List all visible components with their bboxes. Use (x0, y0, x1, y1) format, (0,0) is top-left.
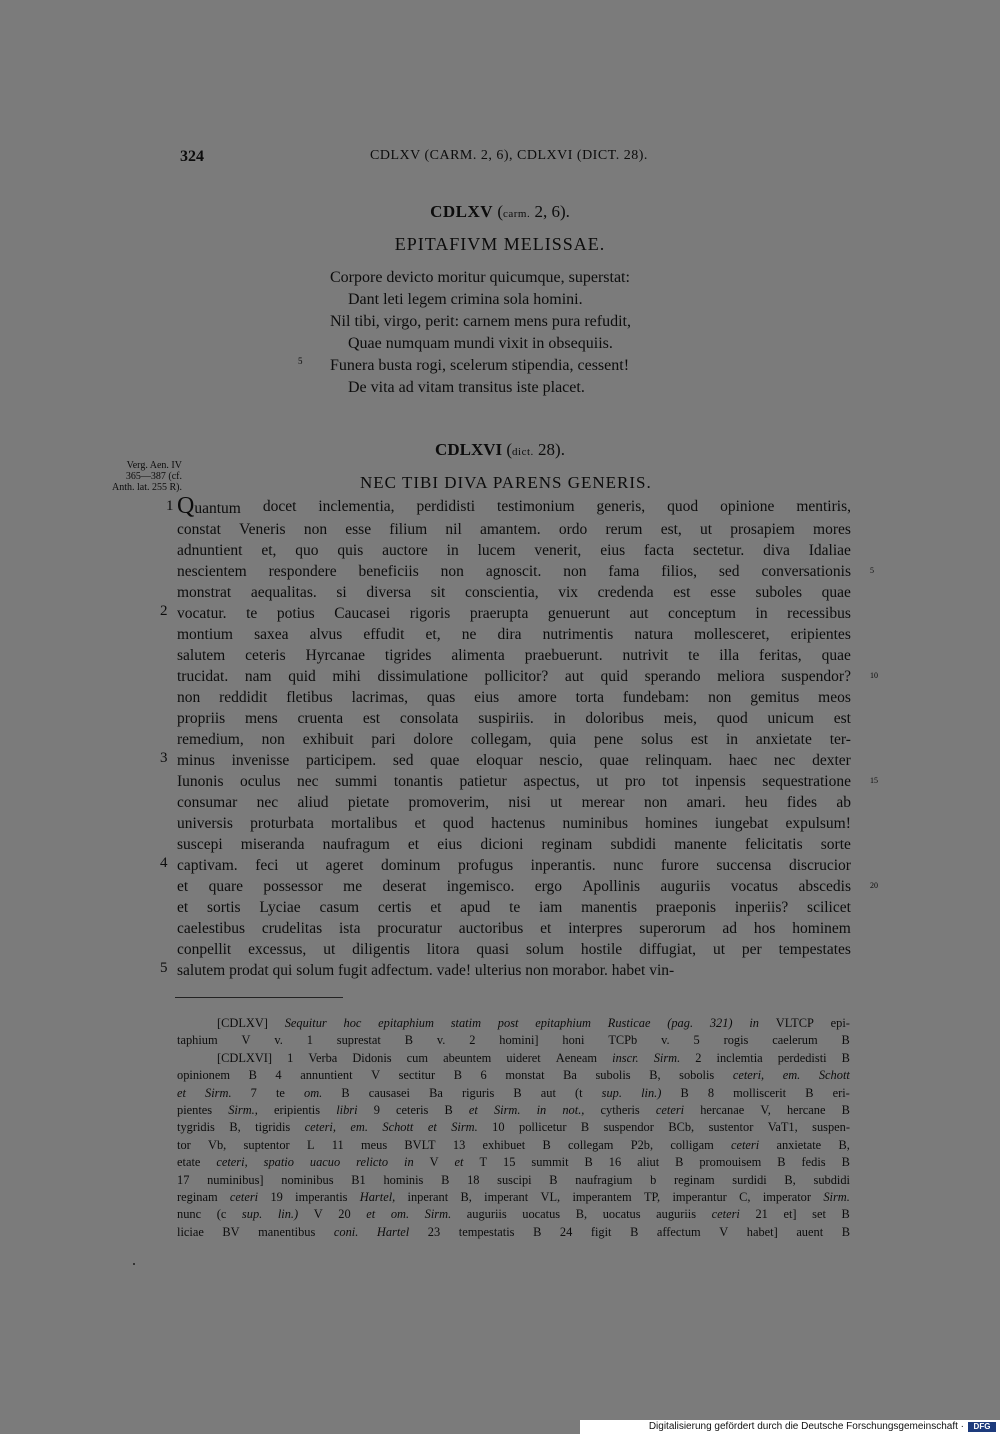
note-line: opinionem B 4 annuntient V sectitur B 6 monstat Ba subolis B, sobolis ceteri, em. Schott (177, 1068, 850, 1083)
prose-line: adnuntient et, quo quis auctore in lucem venerit, eius facta sectetur. diva Idaliae (177, 542, 851, 559)
prose-line: remedium, non exhibuit pari dolore collegam, quia pene solus est in anxietate ter- (177, 731, 851, 748)
paragraph-number: 3 (160, 750, 168, 766)
prose-heading: CDLXVI (dict. 28). (435, 440, 565, 459)
line-number: 15 (870, 776, 878, 785)
poem-title: EPITAFIVM MELISSAE. (394, 234, 606, 254)
note-line: 17 numinibus] nominibus B1 hominis B 18 suscipi B naufragium b reginam surdidi B, subdidi (177, 1172, 850, 1187)
funding-footer (580, 1420, 1000, 1434)
paragraph-number: 2 (160, 603, 168, 619)
speck (133, 1263, 135, 1265)
note-line: tor Vb, suptentor L 11 meus BVLT 13 exhibuet B collegam P2b, colligam ceteri anxietate B, (177, 1137, 850, 1152)
prose-body (177, 493, 851, 981)
prose-title: NEC TIBI DIVA PARENS GENERIS. (360, 473, 652, 492)
running-title: CDLXV (CARM. 2, 6), CDLXVI (DICT. 28). (370, 148, 648, 163)
note-line: [CDLXV] Sequitur hoc epitaphium statim post epitaphium Rusticae (pag. 321) in VLTCP epi- (217, 1016, 850, 1030)
prose-line: consumar nec aliud pietate promoverim, nisi ut merear non amari. heu fides ab (177, 794, 851, 811)
prose-line: non reddidit fletibus lacrimas, quas eius amore torta fundebam: non gemitus meos (177, 689, 851, 706)
poem-heading: CDLXV (carm. 2, 6). (430, 202, 570, 221)
note-line: nunc (c sup. lin.) V 20 et om. Sirm. auguriis uocatus B, uocatus auguriis ceteri 21 et] set B (177, 1207, 850, 1222)
side-note: Verg. Aen. IV 365—387 (cf. Anth. lat. 255 R). (112, 460, 182, 493)
drop-cap: Q (177, 493, 195, 519)
note-line: taphium V v. 1 suprestat B v. 2 homini] honi TCPb v. 5 rogis caelerum B (177, 1033, 850, 1048)
prose-line: salutem ceteris Hyrcanae tigrides alimenta praebuerunt. nutrivit te illa feritas, quae (177, 647, 851, 664)
prose-ref: 28). (538, 440, 565, 459)
poem-number: CDLXV (430, 202, 494, 221)
apparatus-notes (177, 1015, 850, 1241)
poem-line: De vita ad vitam transitus iste placet. (348, 379, 585, 396)
poem-ref-small: carm. (502, 208, 531, 220)
note-line: et Sirm. 7 te om. B causasei Ba riguris B aut (t sup. lin.) B 8 molliscerit B eri- (177, 1085, 850, 1100)
line-number: 5 (870, 566, 874, 575)
footer-text: Digitalisierung gefördert durch die Deutsche Forschungsgemeinschaft · (648, 1421, 964, 1432)
prose-line: universis proturbata mortalibus et quod hactenus numinibus homines iungebat expulsum! (177, 815, 851, 832)
prose-line: suscepi miseranda naufragum et eius dicioni reginam subdidi manente felicitatis sorte (177, 836, 851, 853)
prose-line: nescientem respondere beneficiis non agnoscit. non fama filios, sed conversationis (177, 563, 851, 580)
poem-line: Quae numquam mundi vixit in obsequiis. (348, 335, 613, 352)
note-line: [CDLXVI] 1 Verba Didonis cum abeuntem uideret Aeneam inscr. Sirm. 2 inclemtia perdedisti B (217, 1050, 850, 1065)
prose-line: salutem prodat qui solum fugit adfectum. vade! ulterius non morabor. habet vin- (177, 962, 675, 979)
poem-ref: 2, 6). (534, 202, 570, 221)
paragraph-number: 4 (160, 855, 168, 871)
prose-line: vocatur. te potius Caucasei rigoris praerupta genuerunt aut conceptum in recessibus (177, 605, 851, 622)
prose-line: captivam. feci ut ageret dominum profugus inperantis. nunc furore succensa discrucior (177, 857, 851, 874)
footnote-rule (175, 997, 343, 998)
prose-line: Quantum docet inclementia, perdidisti testimonium generis, quod opinione mentiris, (177, 493, 851, 519)
prose-line: caelestibus crudelitas ista procuratur auctoribus et interpres superorum ad hos hominem (177, 920, 851, 937)
prose-line: propriis mens cruenta est consolata suspiriis. in doloribus meis, quod unicum est (177, 710, 851, 727)
poem-line: Corpore devicto moritur quicumque, superstat: (330, 269, 630, 286)
note-line: etate ceteri, spatio uacuo relicto in V et T 15 summit B 16 aliut B promouisem B fedis B (177, 1155, 850, 1170)
page-number: 324 (180, 148, 204, 165)
prose-line: monstrat aequalitas. si diversa sit conscientia, vix credenda est esse suboles quae (177, 584, 851, 601)
note-line: liciae BV manentibus coni. Hartel 23 tempestatis B 24 figit B affectum V habet] auent B (177, 1224, 850, 1239)
prose-line: et quare possessor me deserat ingemisco. ergo Apollinis auguriis vocatus abscedis (177, 878, 851, 895)
prose-ref-small: dict. (512, 446, 534, 458)
paragraph-number: 1 (166, 498, 174, 514)
prose-line: constat Veneris non esse filium nil amantem. ordo rerum est, ut prosapiem mores (177, 521, 851, 538)
prose-line: Iunonis oculus nec summi tonantis patietur aspectus, ut pro tot inpensis sequestratione (177, 773, 851, 790)
poem-line: Dant leti legem crimina sola homini. (348, 291, 583, 308)
poem-body (330, 267, 631, 399)
line-number: 10 (870, 671, 878, 680)
prose-line: minus invenisse participem. sed quae eloquar nescio, quae relinquam. haec nec dexter (177, 752, 851, 769)
note-line: reginam ceteri 19 imperantis Hartel, inperant B, imperant VL, imperantem TP, imperantur C, imperator Sirm. (177, 1190, 850, 1205)
paragraph-number: 5 (160, 960, 168, 976)
poem-line: Nil tibi, virgo, perit: carnem mens pura refudit, (330, 313, 631, 330)
note-line: pientes Sirm., eripientis libri 9 ceteris B et Sirm. in not., cytheris ceteri hercanae V, hercane B (177, 1103, 850, 1118)
note-line: tygridis B, tigridis ceteri, em. Schott et Sirm. 10 pollicetur B suspendor BCb, sustentor VaT1, suspen- (177, 1120, 850, 1135)
prose-number: CDLXVI (435, 440, 503, 459)
poem-line: Funera busta rogi, scelerum stipendia, cessent! (330, 357, 630, 374)
dfg-logo: DFG (968, 1422, 996, 1432)
prose-line: montium saxea alvus effudit et, ne dira nutrimentis natura mollesceret, eripientes (177, 626, 851, 643)
poem-line-number: 5 (298, 356, 303, 366)
line-number: 20 (870, 881, 878, 890)
prose-line: trucidat. nam quid mihi dissimulatione pollicitor? aut quid sperando meliora suspendor? (177, 668, 851, 685)
prose-line: conpellit excessus, ut diligentis litora quasi solum hostile diffugiat, ut per tempestates (177, 941, 851, 958)
prose-line: et sortis Lyciae casum certis et apud te iam manentis praeponis inperiis? scilicet (177, 899, 851, 916)
